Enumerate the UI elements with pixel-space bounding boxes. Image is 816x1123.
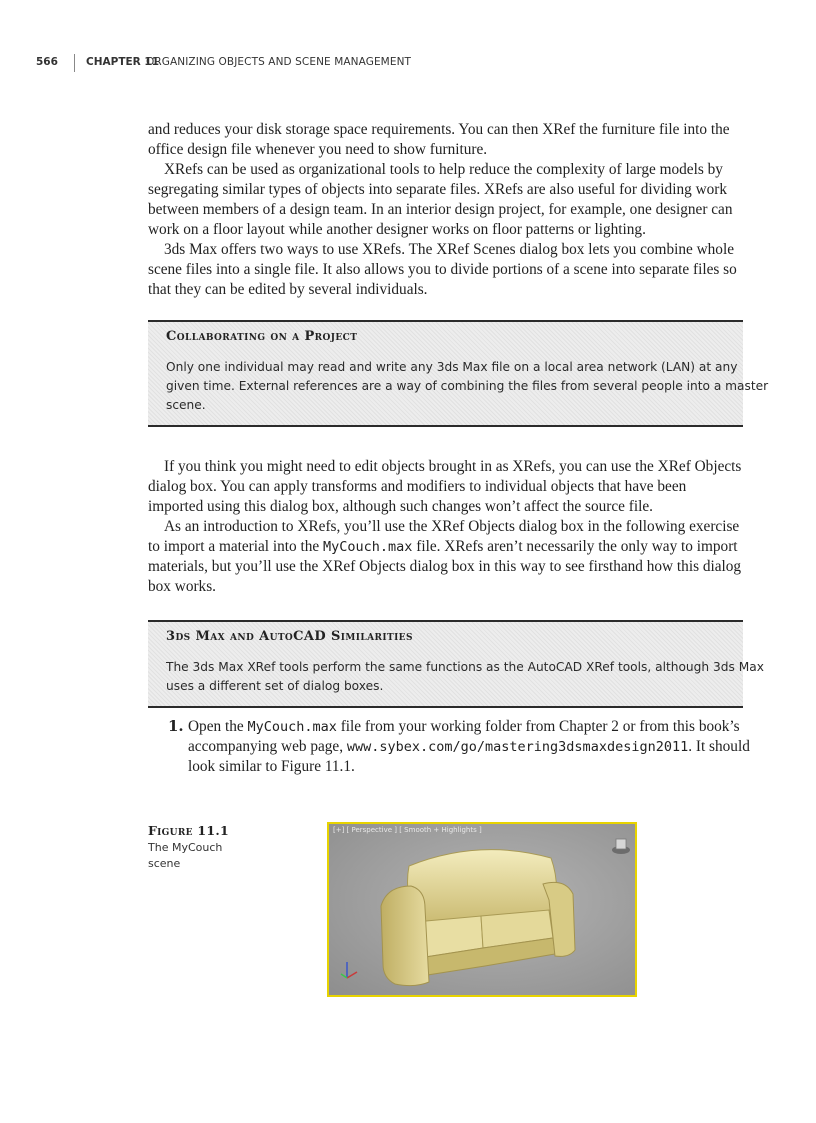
url-code: www.sybex.com/go/mastering3dsmaxdesign2011	[346, 739, 689, 755]
paragraph-5	[148, 517, 743, 597]
viewcube-icon	[616, 839, 626, 849]
paragraph-4	[148, 457, 743, 517]
text-line: box works.	[148, 578, 216, 595]
text-line: As an introduction to XRefs, you’ll use the XRef Objects dialog box in the following exercise	[164, 518, 740, 535]
text-fragment: to import a material into the	[148, 538, 324, 555]
sidebar-similarities	[148, 620, 764, 708]
text-fragment: file from your working folder from Chapter 2 or from this book’s	[336, 718, 740, 735]
text-line: look similar to Figure 11.1.	[188, 758, 355, 775]
sidebar-title: Collaborating on a Project	[166, 329, 358, 344]
sidebar-title: 3ds Max and AutoCAD Similarities	[166, 629, 413, 644]
filename-code: MyCouch.max	[323, 539, 413, 555]
text-line: between members of a design team. In an interior design project, for example, one designer can	[148, 201, 733, 218]
text-line: work on a floor layout while another designer works on floor patterns or lighting.	[148, 221, 646, 238]
header-divider	[74, 54, 75, 72]
step-body	[188, 717, 748, 777]
text-fragment: accompanying web page,	[188, 738, 347, 755]
chapter-title: ORGANIZING OBJECTS AND SCENE MANAGEMENT	[146, 56, 412, 68]
text-line: scene	[148, 857, 181, 870]
text-line: If you think you might need to edit objects brought in as XRefs, you can use the XRef Objects	[164, 458, 742, 475]
step-number: 1.	[168, 717, 184, 735]
couch-arm-left	[381, 886, 429, 986]
text-line: The 3ds Max XRef tools perform the same functions as the AutoCAD XRef tools, although 3ds Max	[166, 660, 764, 674]
sidebar-collaborating	[148, 320, 769, 427]
text-line: that they can be edited by several individuals.	[148, 281, 428, 298]
sidebar-body	[166, 658, 764, 696]
running-head	[0, 56, 816, 70]
paragraph-2	[148, 160, 743, 240]
text-line	[188, 737, 748, 757]
figure-caption	[148, 822, 238, 872]
text-line: given time. External references are a way of combining the files from several people into a master	[166, 379, 769, 393]
sidebar-body	[166, 358, 769, 415]
couch-render	[329, 824, 635, 995]
text-line	[188, 717, 748, 737]
text-line: scene files into a single file. It also allows you to divide portions of a scene into separate files so	[148, 261, 737, 278]
text-line: imported using this dialog box, although such changes won’t affect the source file.	[148, 498, 653, 515]
figure-label: Figure 11.1	[148, 823, 230, 838]
text-line: materials, but you’ll use the XRef Objects dialog box in this way to see firsthand how this dialog	[148, 558, 742, 575]
text-fragment: Open the	[188, 718, 248, 735]
text-line: XRefs can be used as organizational tools to help reduce the complexity of large models by	[164, 161, 723, 178]
text-fragment: . It should	[688, 738, 750, 755]
filename-code: MyCouch.max	[247, 719, 337, 735]
chapter-label: CHAPTER 11	[86, 56, 160, 68]
text-line: and reduces your disk storage space requirements. You can then XRef the furniture file into the	[148, 121, 730, 138]
text-line: office design file whenever you need to show furniture.	[148, 141, 488, 158]
text-line: 3ds Max offers two ways to use XRefs. The XRef Scenes dialog box lets you combine whole	[164, 241, 734, 258]
text-line: dialog box. You can apply transforms and modifiers to individual objects that have been	[148, 478, 687, 495]
text-line: segregating similar types of objects into separate files. XRefs are also useful for dividing work	[148, 181, 728, 198]
text-line: uses a different set of dialog boxes.	[166, 679, 384, 693]
figure-caption-text	[148, 840, 238, 872]
text-line: Only one individual may read and write any 3ds Max file on a local area network (LAN) at any	[166, 360, 738, 374]
page-number: 566	[36, 56, 58, 68]
paragraph-3	[148, 240, 743, 300]
figure-viewport	[327, 822, 637, 997]
text-fragment: file. XRefs aren’t necessarily the only way to import	[412, 538, 738, 555]
text-line: scene.	[166, 398, 206, 412]
paragraph-1	[148, 120, 743, 160]
text-line	[148, 537, 743, 557]
viewport-label: [+] [ Perspective ] [ Smooth + Highlights ]	[333, 826, 482, 834]
text-line: The MyCouch	[148, 841, 223, 854]
